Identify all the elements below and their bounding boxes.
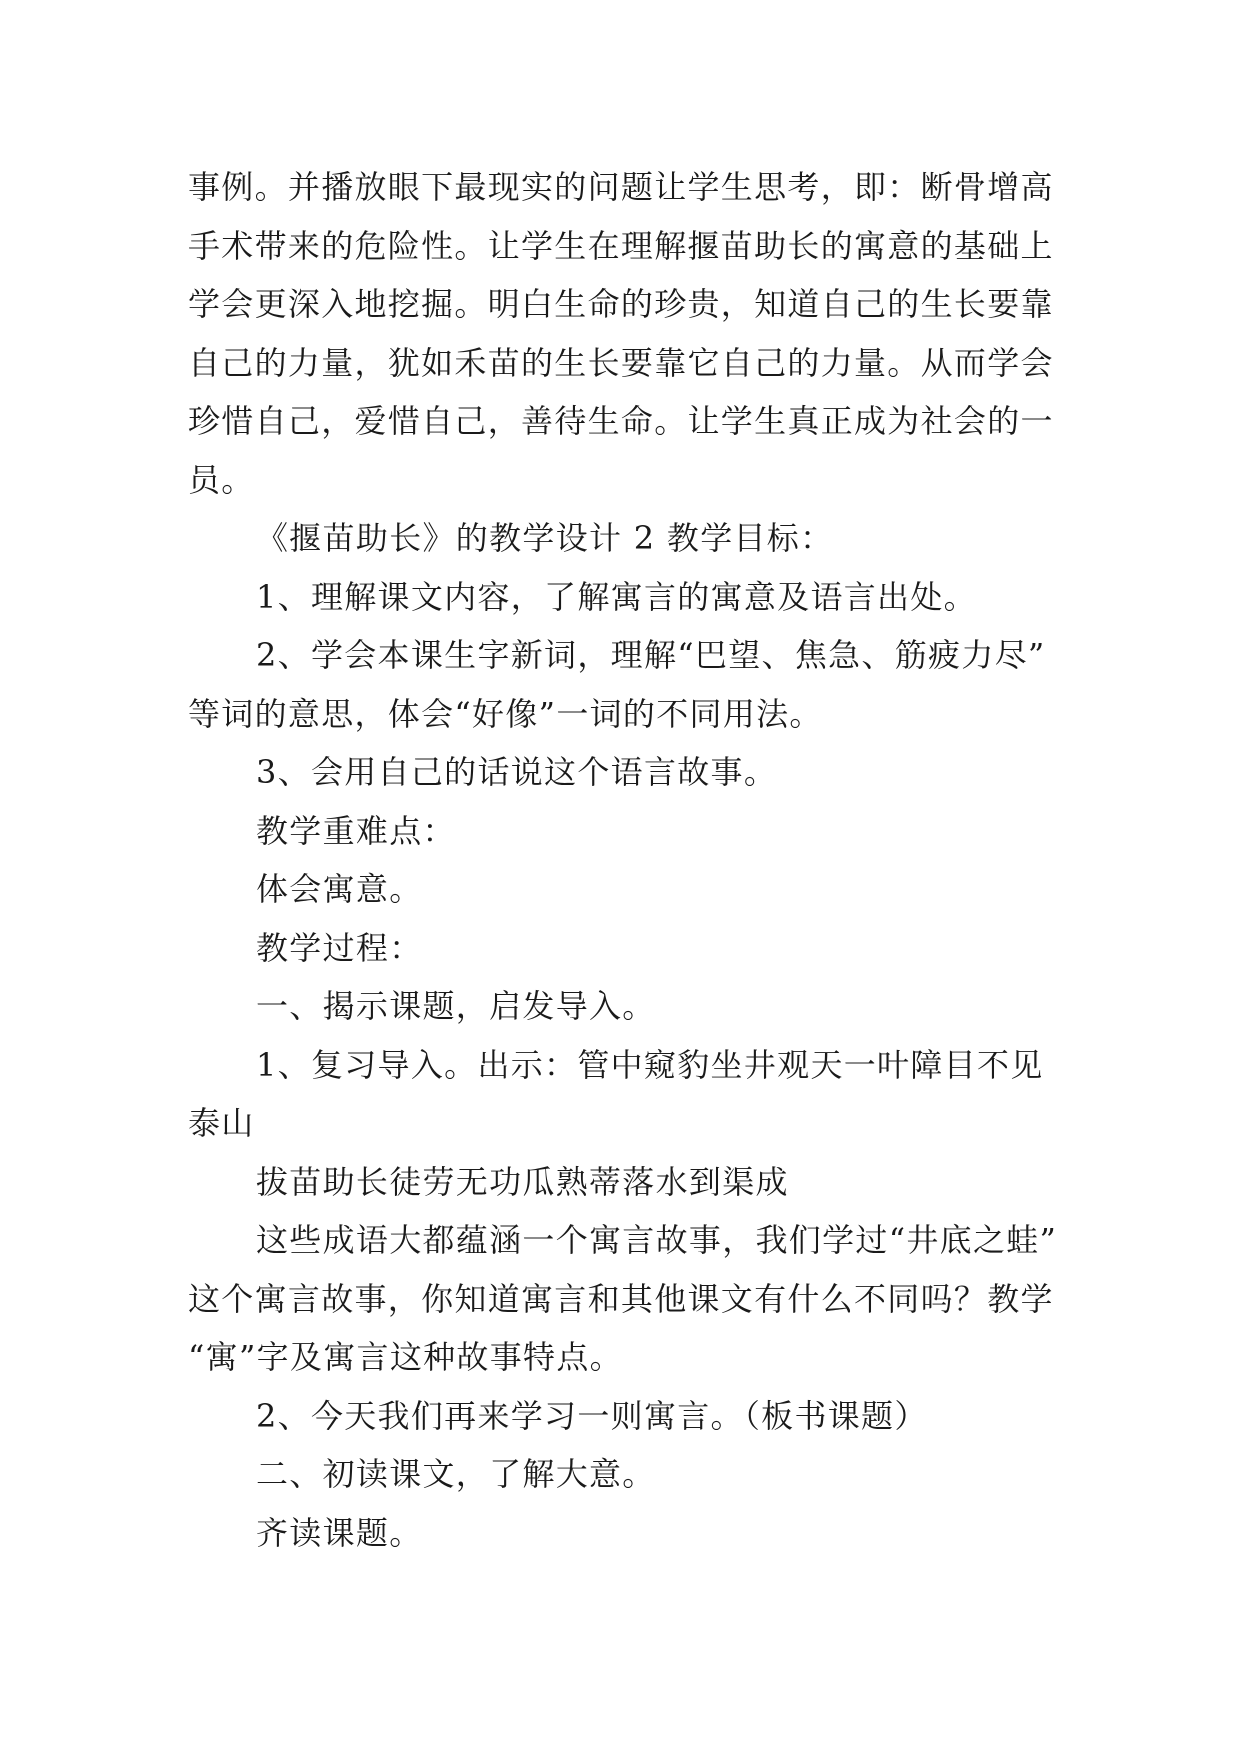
document-body: [188, 158, 1058, 1562]
text-line: 员。: [188, 460, 255, 499]
text-line: 1、理解课文内容，了解寓言的寓意及语言出处。: [256, 577, 977, 616]
text-line: 等词的意思，体会“好像”一词的不同用法。: [188, 694, 823, 733]
text-line: 学会更深入地挖掘。明白生命的珍贵，知道自己的生长要靠: [188, 285, 1054, 323]
text-line: 自己的力量，犹如禾苗的生长要靠它自己的力量。从而学会: [188, 343, 1054, 382]
text-line: 这个寓言故事，你知道寓言和其他课文有什么不同吗？教学: [188, 1279, 1054, 1318]
section-heading: 《揠苗助长》的教学设计 2 教学目标：: [256, 519, 834, 557]
text-line: 齐读课题。: [256, 1513, 423, 1552]
section-heading: 教学重难点：: [256, 811, 456, 850]
text-line: 泰山: [188, 1104, 255, 1142]
section-heading: 教学过程：: [256, 928, 423, 967]
text-line: 二、初读课文，了解大意。: [256, 1455, 656, 1493]
text-line: “寓”字及寓言这种故事特点。: [188, 1338, 623, 1376]
text-line: 这些成语大都蕴涵一个寓言故事，我们学过“井底之蛙”: [256, 1221, 1058, 1259]
text-line: 一、揭示课题，启发导入。: [256, 987, 656, 1025]
text-line: 拔苗助长徒劳无功瓜熟蒂落水到渠成: [256, 1162, 789, 1201]
text-line: 2、学会本课生字新词，理解“巴望、焦急、筋疲力尽”: [256, 636, 1046, 674]
text-line: 体会寓意。: [256, 870, 423, 908]
text-line: 3、会用自己的话说这个语言故事。: [256, 753, 778, 791]
text-line: 珍惜自己，爱惜自己，善待生命。让学生真正成为社会的一: [188, 402, 1054, 440]
text-line: 1、复习导入。出示：管中窥豹坐井观天一叶障目不见: [256, 1045, 1044, 1084]
text-line: 事例。并播放眼下最现实的问题让学生思考，即：断骨增高: [188, 168, 1054, 206]
text-line: 2、今天我们再来学习一则寓言。（板书课题）: [256, 1396, 928, 1435]
text-line: 手术带来的危险性。让学生在理解揠苗助长的寓意的基础上: [188, 226, 1054, 265]
